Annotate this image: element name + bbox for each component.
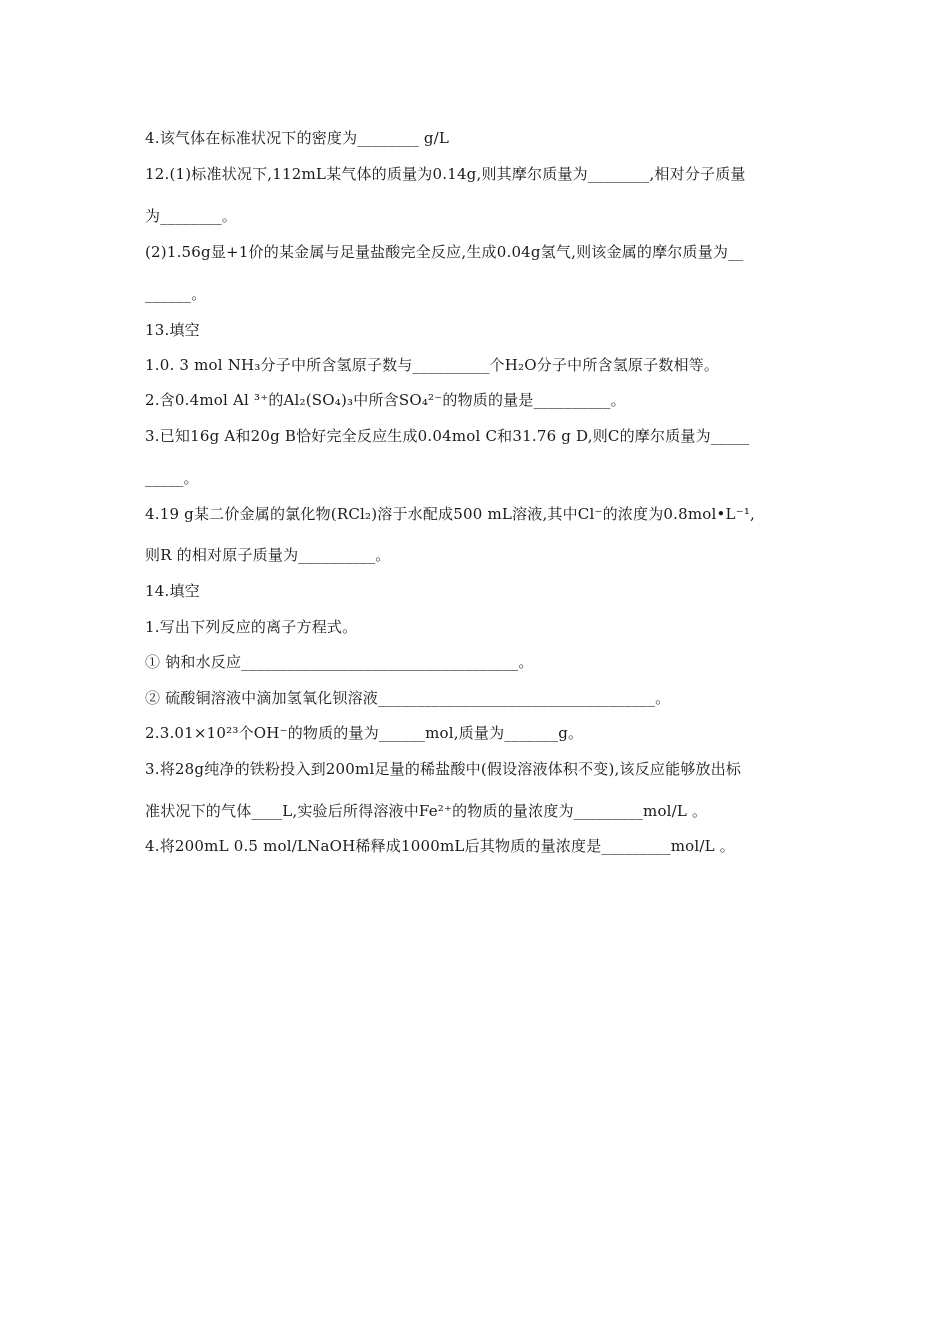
question-13-item1-line: 1.0. 3 mol NH₃分子中所含氢原子数与__________个H₂O分子中所含氢原子数相等。: [145, 356, 720, 374]
question-14-item1-sub2-line: ② 硫酸铜溶液中滴加氢氧化钡溶液____________________________________。: [145, 689, 671, 707]
question-13-item4-continued-line: 则R 的相对原子质量为__________。: [145, 546, 391, 564]
question-14-item3-continued-line: 准状况下的气体____L,实验后所得溶液中Fe²⁺的物质的量浓度为_________mol/L 。: [145, 802, 708, 820]
question-14-item3-line: 3.将28g纯净的铁粉投入到200ml足量的稀盐酸中(假设溶液体积不变),该反应能够放出标: [145, 760, 742, 778]
question-13-heading: 13.填空: [145, 321, 200, 339]
question-4-density-line: 4.该气体在标准状况下的密度为________ g/L: [145, 129, 450, 147]
question-12-part2-continued-line: ______。: [145, 285, 207, 303]
question-12-part1-line: 12.(1)标准状况下,112mL某气体的质量为0.14g,则其摩尔质量为________,相对分子质量: [145, 165, 746, 183]
question-14-heading: 14.填空: [145, 582, 200, 600]
question-14-item1-line: 1.写出下列反应的离子方程式。: [145, 618, 358, 636]
question-12-part2-line: (2)1.56g显+1价的某金属与足量盐酸完全反应,生成0.04g氢气,则该金属的摩尔质量为__: [145, 243, 744, 261]
question-14-item2-line: 2.3.01×10²³个OH⁻的物质的量为______mol,质量为_______g。: [145, 724, 584, 742]
question-14-item1-sub1-line: ① 钠和水反应____________________________________。: [145, 653, 534, 671]
question-13-item2-line: 2.含0.4mol Al ³⁺的Al₂(SO₄)₃中所含SO₄²⁻的物质的量是__________。: [145, 391, 626, 409]
question-13-item3-line: 3.已知16g A和20g B恰好完全反应生成0.04mol C和31.76 g D,则C的摩尔质量为_____: [145, 427, 750, 445]
question-13-item3-continued-line: _____。: [145, 469, 199, 487]
question-14-item4-line: 4.将200mL 0.5 mol/LNaOH稀释成1000mL后其物质的量浓度是_________mol/L 。: [145, 837, 735, 855]
question-13-item4-line: 4.19 g某二价金属的氯化物(RCl₂)溶于水配成500 mL溶液,其中Cl⁻的浓度为0.8mol•L⁻¹,: [145, 505, 756, 523]
question-12-part1-continued-line: 为________。: [145, 207, 238, 225]
